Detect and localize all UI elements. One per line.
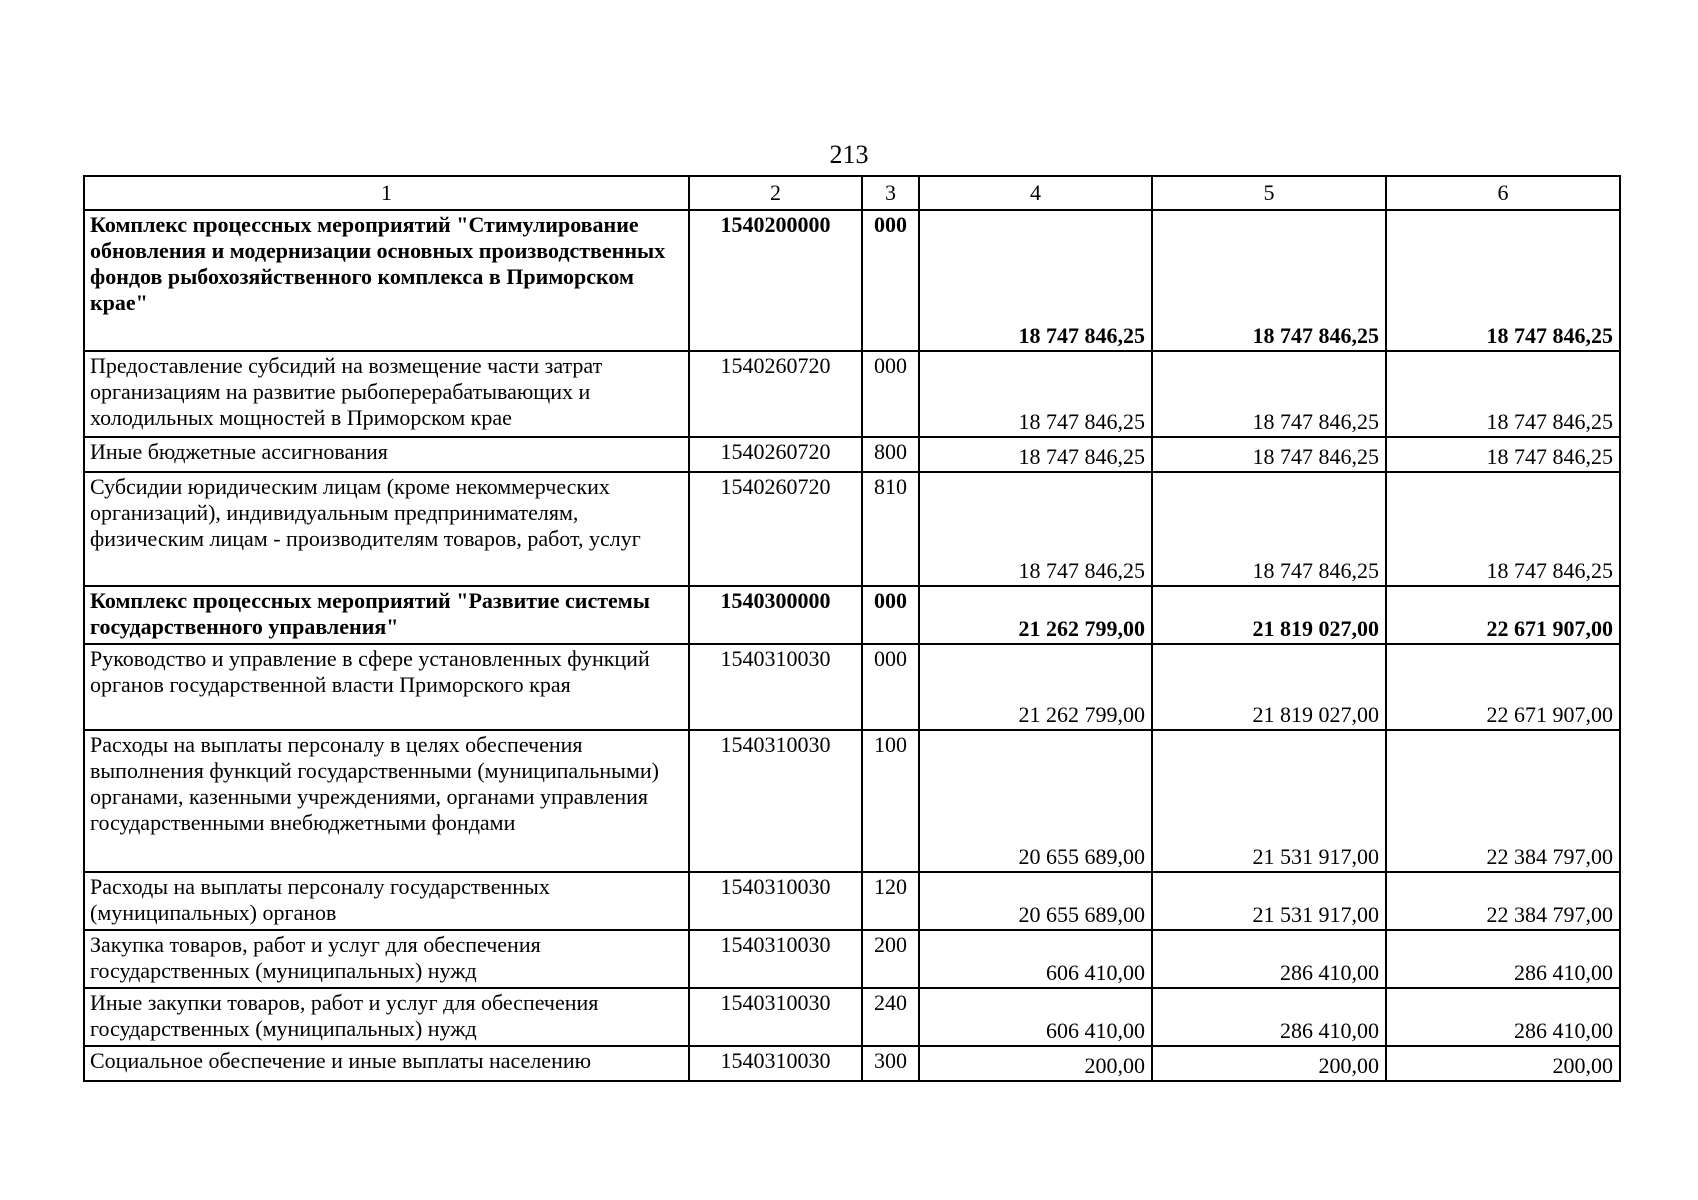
row-code-cell: 1540260720 <box>689 437 862 472</box>
row-amount-year1-cell: 606 410,00 <box>919 930 1152 988</box>
budget-table <box>83 175 1621 1082</box>
table-row <box>84 1046 1620 1081</box>
row-vr-cell: 000 <box>862 644 919 730</box>
row-amount-year2-cell: 21 819 027,00 <box>1152 644 1386 730</box>
row-code-cell: 1540260720 <box>689 351 862 437</box>
row-code-cell: 1540300000 <box>689 586 862 644</box>
row-amount-year3-cell: 22 384 797,00 <box>1386 730 1620 872</box>
row-amount-year3-cell: 22 671 907,00 <box>1386 586 1620 644</box>
row-code-cell: 1540310030 <box>689 644 862 730</box>
table-row <box>84 730 1620 872</box>
row-amount-year3-cell: 18 747 846,25 <box>1386 210 1620 351</box>
row-amount-year1-cell: 21 262 799,00 <box>919 644 1152 730</box>
table-row <box>84 437 1620 472</box>
row-amount-year3-cell: 18 747 846,25 <box>1386 351 1620 437</box>
table-row <box>84 872 1620 930</box>
row-vr-cell: 800 <box>862 437 919 472</box>
row-amount-year2-cell: 200,00 <box>1152 1046 1386 1081</box>
row-amount-year3-cell: 18 747 846,25 <box>1386 437 1620 472</box>
row-amount-year3-cell: 18 747 846,25 <box>1386 472 1620 586</box>
table-row <box>84 930 1620 988</box>
row-code-cell: 1540310030 <box>689 930 862 988</box>
row-name-cell: Закупка товаров, работ и услуг для обеспечения государственных (муниципальных) нужд <box>84 930 689 988</box>
row-amount-year3-cell: 286 410,00 <box>1386 930 1620 988</box>
row-vr-cell: 000 <box>862 586 919 644</box>
row-amount-year1-cell: 20 655 689,00 <box>919 730 1152 872</box>
row-amount-year2-cell: 18 747 846,25 <box>1152 472 1386 586</box>
column-number-2: 2 <box>689 176 862 210</box>
row-amount-year2-cell: 18 747 846,25 <box>1152 210 1386 351</box>
table-row <box>84 586 1620 644</box>
row-name-cell: Социальное обеспечение и иные выплаты населению <box>84 1046 689 1081</box>
table-row <box>84 210 1620 351</box>
row-amount-year2-cell: 286 410,00 <box>1152 988 1386 1046</box>
table-row <box>84 988 1620 1046</box>
row-amount-year1-cell: 606 410,00 <box>919 988 1152 1046</box>
row-amount-year1-cell: 18 747 846,25 <box>919 472 1152 586</box>
row-amount-year1-cell: 200,00 <box>919 1046 1152 1081</box>
row-code-cell: 1540310030 <box>689 872 862 930</box>
page-number: 213 <box>829 140 869 169</box>
row-amount-year1-cell: 21 262 799,00 <box>919 586 1152 644</box>
row-amount-year2-cell: 18 747 846,25 <box>1152 437 1386 472</box>
row-vr-cell: 300 <box>862 1046 919 1081</box>
row-vr-cell: 810 <box>862 472 919 586</box>
row-amount-year3-cell: 22 384 797,00 <box>1386 872 1620 930</box>
column-number-4: 4 <box>919 176 1152 210</box>
row-vr-cell: 240 <box>862 988 919 1046</box>
row-vr-cell: 120 <box>862 872 919 930</box>
row-amount-year1-cell: 18 747 846,25 <box>919 210 1152 351</box>
column-number-5: 5 <box>1152 176 1386 210</box>
row-amount-year2-cell: 21 531 917,00 <box>1152 730 1386 872</box>
table-row <box>84 351 1620 437</box>
table-row <box>84 644 1620 730</box>
row-vr-cell: 100 <box>862 730 919 872</box>
row-name-cell: Комплекс процессных мероприятий "Стимулирование обновления и модернизации основных производственных фондов рыбохозяйственного комплекса в Приморском крае" <box>84 210 689 351</box>
row-amount-year3-cell: 22 671 907,00 <box>1386 644 1620 730</box>
row-name-cell: Комплекс процессных мероприятий "Развитие системы государственного управления" <box>84 586 689 644</box>
row-name-cell: Иные закупки товаров, работ и услуг для обеспечения государственных (муниципальных) нужд <box>84 988 689 1046</box>
row-amount-year2-cell: 21 819 027,00 <box>1152 586 1386 644</box>
row-code-cell: 1540200000 <box>689 210 862 351</box>
column-number-6: 6 <box>1386 176 1620 210</box>
table-row <box>84 472 1620 586</box>
row-amount-year1-cell: 20 655 689,00 <box>919 872 1152 930</box>
column-number-3: 3 <box>862 176 919 210</box>
row-code-cell: 1540310030 <box>689 730 862 872</box>
row-code-cell: 1540310030 <box>689 1046 862 1081</box>
row-amount-year3-cell: 286 410,00 <box>1386 988 1620 1046</box>
row-amount-year1-cell: 18 747 846,25 <box>919 437 1152 472</box>
row-vr-cell: 000 <box>862 210 919 351</box>
row-name-cell: Иные бюджетные ассигнования <box>84 437 689 472</box>
row-amount-year2-cell: 286 410,00 <box>1152 930 1386 988</box>
row-amount-year2-cell: 18 747 846,25 <box>1152 351 1386 437</box>
row-code-cell: 1540260720 <box>689 472 862 586</box>
row-name-cell: Субсидии юридическим лицам (кроме некоммерческих организаций), индивидуальным предпринимателям, физическим лицам - производителям товаров, работ, услуг <box>84 472 689 586</box>
row-name-cell: Руководство и управление в сфере установленных функций органов государственной власти Приморского края <box>84 644 689 730</box>
row-name-cell: Расходы на выплаты персоналу государственных (муниципальных) органов <box>84 872 689 930</box>
row-amount-year2-cell: 21 531 917,00 <box>1152 872 1386 930</box>
column-number-row <box>84 176 1620 210</box>
row-amount-year3-cell: 200,00 <box>1386 1046 1620 1081</box>
row-vr-cell: 000 <box>862 351 919 437</box>
row-name-cell: Предоставление субсидий на возмещение части затрат организациям на развитие рыбоперерабатывающих и холодильных мощностей в Приморском крае <box>84 351 689 437</box>
column-number-1: 1 <box>84 176 689 210</box>
row-code-cell: 1540310030 <box>689 988 862 1046</box>
row-vr-cell: 200 <box>862 930 919 988</box>
row-amount-year1-cell: 18 747 846,25 <box>919 351 1152 437</box>
row-name-cell: Расходы на выплаты персоналу в целях обеспечения выполнения функций государственными (муниципальными) органами, казенными учреждениями, органами управления государственными внебюджетными фондами <box>84 730 689 872</box>
